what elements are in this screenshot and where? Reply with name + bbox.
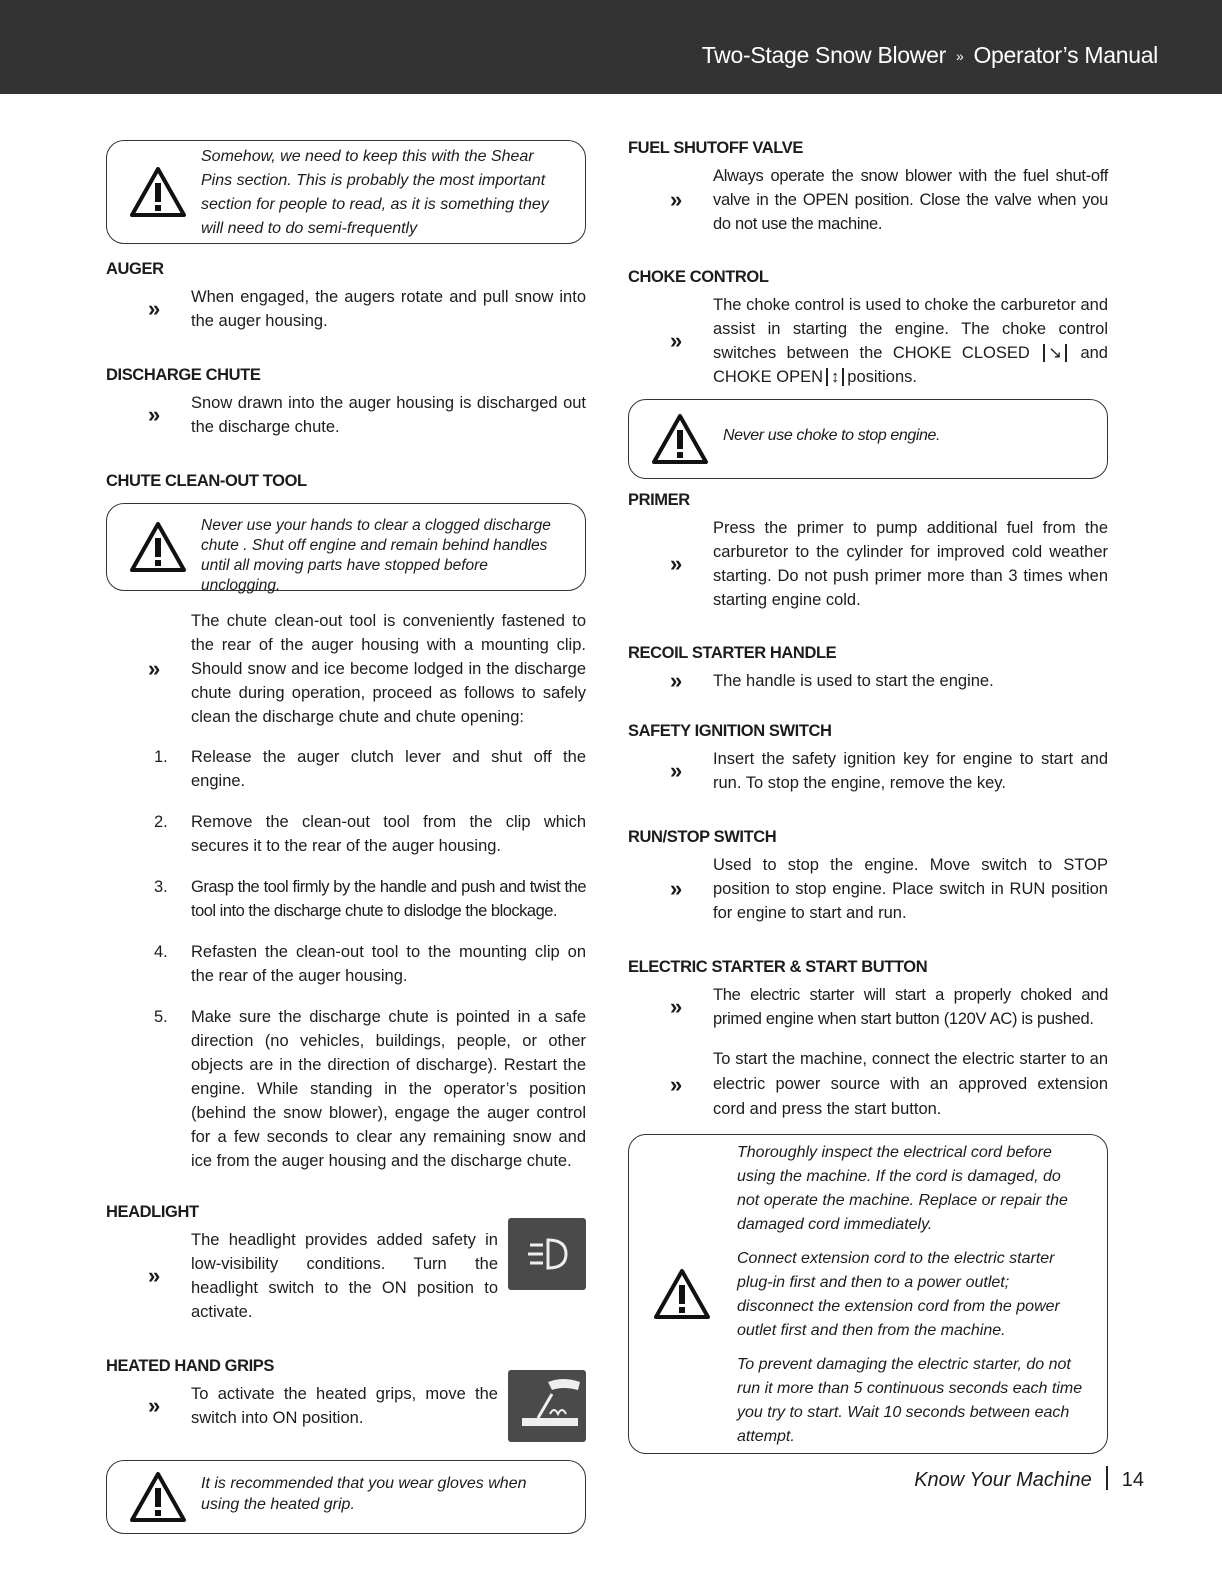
page-footer [914,1466,1144,1492]
warning-text: Never use your hands to clear a clogged discharge chute . Shut off engine and remain behind handles until all moving parts have stopped before unclogging. [201,517,551,594]
header-title [702,42,1158,69]
step-4 [106,940,586,988]
headlight-icon [508,1218,586,1290]
page-number: 14 [1121,1469,1144,1491]
chevron-icon: » [148,1263,161,1288]
chevron-icon: » [670,551,683,576]
electric-heading: ELECTRIC STARTER & START BUTTON [628,958,928,976]
warning-box-cleanout [106,503,586,594]
runstop-heading: RUN/STOP SWITCH [628,828,777,846]
auger-heading: AUGER [106,260,164,278]
runstop-text: Used to stop the engine. Move switch to STOP position to stop engine. Place switch in RUN position for engine to start and run. [713,856,1108,922]
chevron-icon: » [148,656,161,681]
footer-section: Know Your Machine [914,1469,1092,1491]
header-manual: Operator’s Manual [973,42,1158,68]
discharge-item [106,391,586,439]
ignition-item [628,747,1108,795]
electric-item-2 [628,1047,1108,1122]
fuel-heading: FUEL SHUTOFF VALVE [628,139,803,157]
warning-box-electric [628,1134,1108,1454]
right-column [628,138,1108,1454]
electric-text-1: The electric starter will start a properly choked and primed engine when start button (120V AC) is pushed. [713,986,1108,1028]
primer-item [628,516,1108,612]
warning-icon [129,1471,187,1523]
step-number: 4. [154,943,168,961]
warning-icon [653,1268,711,1320]
chevron-icon: » [670,328,683,353]
primer-heading: PRIMER [628,491,690,509]
warning-text: It is recommended that you wear gloves when using the heated grip. [201,1475,527,1513]
recoil-heading: RECOIL STARTER HANDLE [628,644,837,662]
left-column [106,138,586,1534]
header-separator: » [955,48,964,64]
choke-closed-icon: ↘ [1043,344,1067,362]
chevron-icon: » [148,1393,161,1418]
step-number: 3. [154,878,168,896]
chevron-icon: » [670,758,683,783]
primer-text: Press the primer to pump additional fuel from the carburetor to the cylinder for improved cold weather starting. Do not push primer more than 3 times when starting engine cold. [713,519,1108,609]
discharge-heading: DISCHARGE CHUTE [106,366,261,384]
ignition-text: Insert the safety ignition key for engine to start and run. To stop the engine, remove the key. [713,750,1108,792]
warning-text: Somehow, we need to keep this with the Shear Pins section. This is probably the most important section for people to read, as it is something they will need to do semi-frequently [201,148,549,237]
cleanout-item [106,609,586,729]
choke-open-icon: ↕ [826,368,844,386]
choke-text-a: The choke control is used to choke the carburetor and assist in starting the engine. The choke control switches between the CHOKE CLOSED [713,296,1108,362]
recoil-item [628,669,1108,693]
headlight-item [106,1228,586,1324]
step-text: Grasp the tool firmly by the handle and push and twist the tool into the discharge chute to dislodge the blockage. [191,878,586,920]
hand-grip-icon [508,1370,586,1442]
fuel-text: Always operate the snow blower with the fuel shut-off valve in the OPEN position. Close the valve when you do not use the machine. [713,167,1108,233]
choke-text-c: CHOKE OPEN [713,368,824,386]
auger-item [106,285,586,333]
step-text: Remove the clean-out tool from the clip which secures it to the rear of the auger housing. [191,813,586,855]
header-product: Two-Stage Snow Blower [701,42,946,68]
warning-icon [129,166,187,218]
grips-heading: HEATED HAND GRIPS [106,1357,274,1375]
discharge-text: Snow drawn into the auger housing is discharged out the discharge chute. [191,394,586,436]
warning-box-gloves [106,1460,586,1534]
step-number: 2. [154,813,168,831]
grips-item [106,1382,586,1430]
chevron-icon: » [148,402,161,427]
recoil-text: The handle is used to start the engine. [713,672,994,690]
ignition-heading: SAFETY IGNITION SWITCH [628,722,832,740]
electric-text-2: To start the machine, connect the electric starter to an electric power source with an approved extension cord and press the start button. [713,1050,1108,1118]
warning-text: Never use choke to stop engine. [723,427,941,444]
cleanout-heading: CHUTE CLEAN-OUT TOOL [106,472,307,490]
headlight-text: The headlight provides added safety in low-visibility conditions. Turn the headlight switch to the ON position to activate. [191,1231,498,1321]
warning-icon [651,413,709,465]
electric-item-1 [628,983,1108,1031]
auger-text: When engaged, the augers rotate and pull snow into the auger housing. [191,288,586,330]
step-text: Release the auger clutch lever and shut off the engine. [191,748,586,790]
headlight-switch-image [508,1218,586,1290]
step-text: Make sure the discharge chute is pointed in a safe direction (no vehicles, buildings, people, or other objects are in the direction of discharge). Restart the engine. While standing in the operator’s position (behind the snow blower), engage the auger control for a few seconds to clear any remaining snow and ice from the auger housing and the discharge chute. [191,1008,586,1170]
warning-text-1: Thoroughly inspect the electrical cord before using the machine. If the cord is damaged, do not operate the machine. Replace or repair the damaged cord immediately. [737,1144,1068,1233]
step-text: Refasten the clean-out tool to the mounting clip on the rear of the auger housing. [191,943,586,985]
chevron-icon: » [670,876,683,901]
grips-text: To activate the heated grips, move the switch into ON position. [191,1385,498,1427]
footer-divider [1106,1466,1108,1490]
warning-icon [129,521,187,573]
chevron-icon: » [670,187,683,212]
chevron-icon: » [670,994,683,1019]
warning-box-choke [628,399,1108,479]
choke-item [628,293,1108,389]
step-3 [106,875,586,923]
warning-text-3: To prevent damaging the electric starter, do not run it more than 5 continuous seconds each time you try to start. Wait 10 seconds between each attempt. [737,1356,1083,1445]
step-number: 1. [154,748,168,766]
warning-box-shear-pins [106,140,586,244]
chevron-icon: » [148,296,161,321]
page-header [0,0,1222,94]
chevron-icon: » [670,1071,683,1097]
chevron-icon: » [670,668,683,693]
fuel-item [628,164,1108,236]
headlight-heading: HEADLIGHT [106,1203,199,1221]
step-5 [106,1005,586,1173]
step-number: 5. [154,1008,168,1026]
warning-text-2: Connect extension cord to the electric starter plug-in first and then to a power outlet; disconnect the extension cord from the power outlet first and then from the machine. [737,1250,1060,1339]
heated-grip-image [508,1370,586,1442]
choke-text-b: and [1080,344,1108,362]
choke-heading: CHOKE CONTROL [628,268,769,286]
step-1 [106,745,586,793]
choke-text [713,293,1108,389]
runstop-item [628,853,1108,925]
cleanout-text: The chute clean-out tool is conveniently fastened to the rear of the auger housing with a mounting clip. Should snow and ice become lodged in the discharge chute during operation, proceed as follows to safely clean the discharge chute and chute opening: [191,612,586,726]
step-2 [106,810,586,858]
choke-text-d: positions. [847,368,917,386]
